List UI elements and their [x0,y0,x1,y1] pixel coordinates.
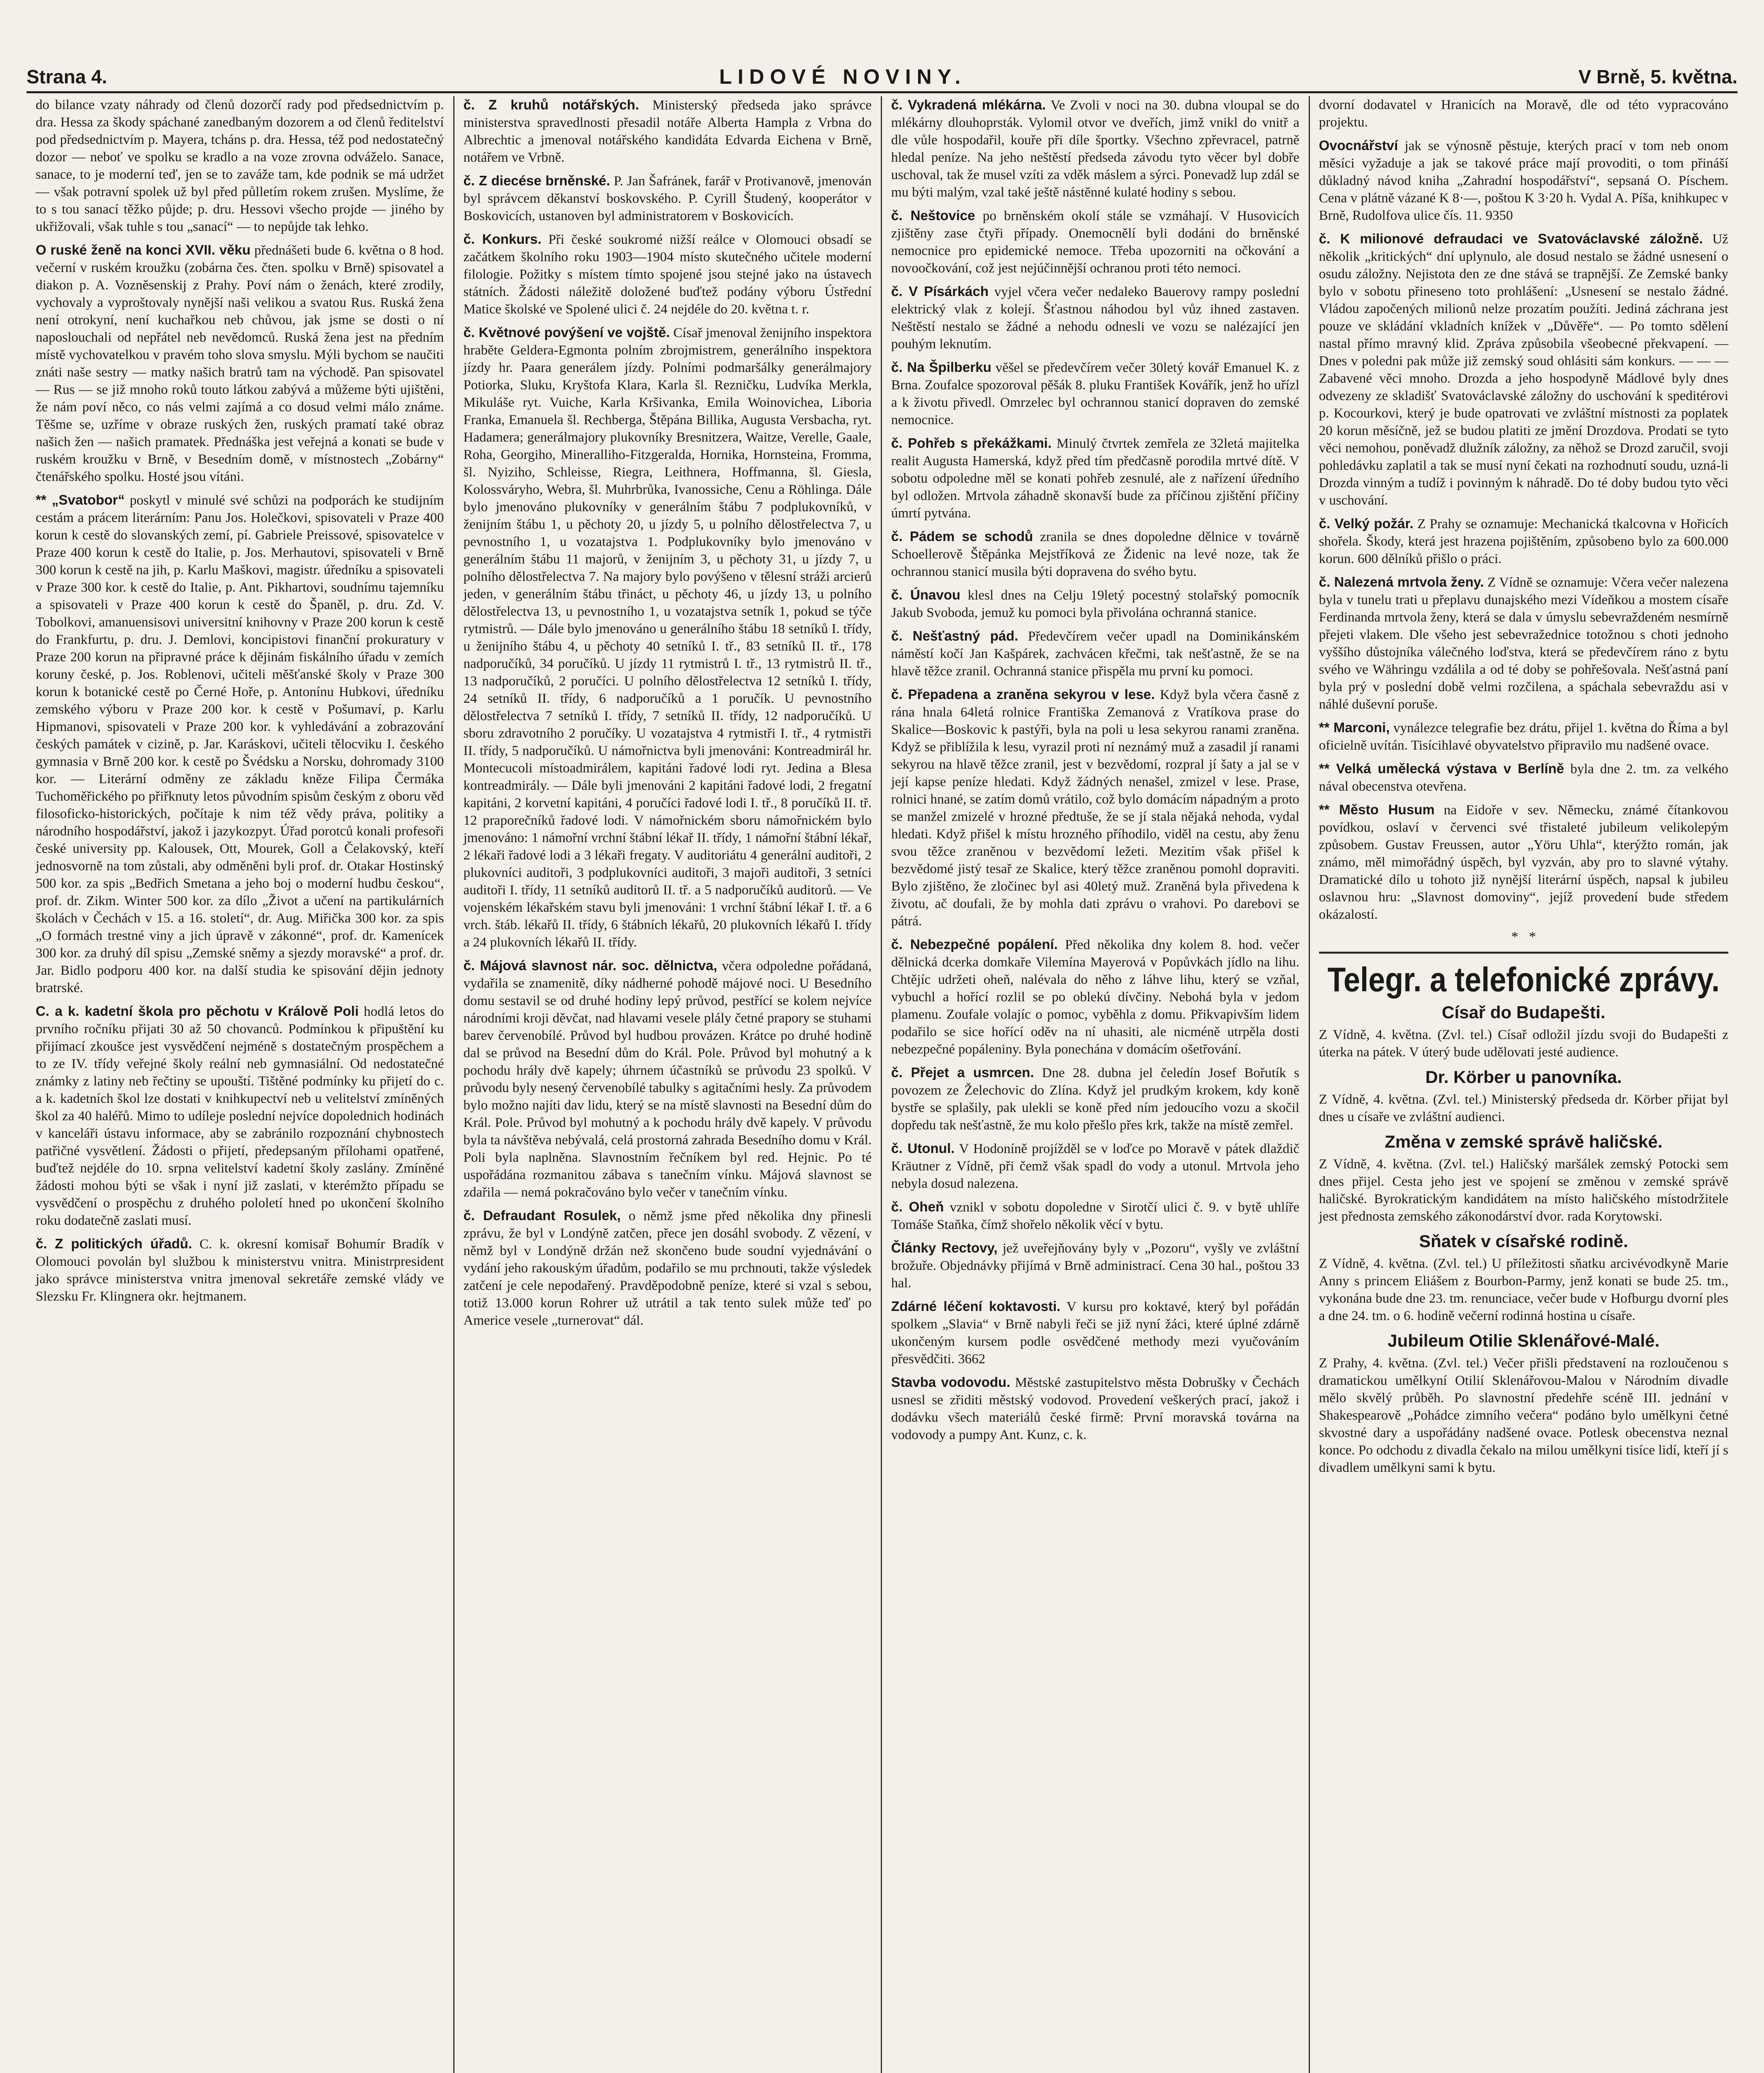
article-text: byla dne 2. tm. za velkého nával obecenstva otevřena. [1319,762,1728,794]
column-2 [454,96,882,2073]
article-text: dvorní dodavatel v Hranicích na Moravě, dle od této vypracováno projektu. [1319,97,1728,130]
article-paragraph [891,586,1300,621]
article-paragraph [36,491,444,997]
article-text: na Eidoře v sev. Německu, známé čítankovou povídkou, oslaví v červenci své třistaleté jubileum velikolepým způsobem. Gustav Freussen, autor „Yöru Uhla“, kterýžto román, jak známo, měl mimořádný úspěch, byl vyzván, aby pro to slavné výtahy. Dramatické dílo u tohoto již nynější literární úspěch, napsal k jubileu oslavnou hru: „Slavnost domoviny“, jejíž provedení bude středem okázalostí. [1319,803,1728,922]
article-paragraph [1319,96,1729,131]
article-text: Už několik „kritických“ dní uplynulo, ale dosud nestalo se žádné usnesení o osudu záložny. Nejistota den ze dne stává se trapnější. Ze Zemské banky bylo v sobotu přineseno toto prohlášení: „Usnesení se nestalo žádné. Vládou započených milionů nelze prozatím použíti. Jediná záchrana jest pouze ve skládání vkladních knížek v „Důvěře“. — Po tomto sdělení nastal přímo mravný klid. Zpráva způsobila všeobecné překvapení. — Dnes v poledni pak může již zemský soud ohlásiti sám konkurs. — — — Zabavené věci mnoho. Drozda a jeho hospodyně Mádlové byly dnes odvezeny ze skladišť Svatováclavské záložny do uschování k speditérovi p. Kocourkovi, který je bude opatrovati ve zvláštní místnosti za poplatek 20 korun měsíčně, jež se budou platiti ze jmění Drozdova. Prodati se tyto věci nemohou, poněvadž dlužník záložny, za něhož se Drozd zaručil, svoji pohledávku zaplatil a tak se musí nyní čekati na rozhodnutí soudu, uzná-li Drozda vinným a tudíž i povinným k náhradě. Do té doby budou tyto věci v uschování. [1319,232,1728,508]
article-heading: č. Velký požár. [1319,516,1414,531]
article-text: V Hodoníně projížděl se v loďce po Moravě v pátek dlaždič Kräutner z Vídně, při čemž však spadl do vody a utonul. Mrtvola jeho nebyla dosud nalezena. [891,1141,1300,1191]
telegram-heading: Císař do Budapešti. [1442,1003,1606,1022]
article-text: klesl dnes na Celju 19letý pocestný stolařský pomocník Jakub Svoboda, jemuž ku pomoci byla přivolána ochranná stanice. [891,588,1300,620]
article-paragraph [891,1239,1300,1292]
article-heading: ** „Svatobor“ [36,492,125,507]
article-heading: č. Neštovice [891,208,975,223]
article-text: Městské zastupitelstvo města Dobrušky v Čechách usnesl se zřiditi městský vodovod. Provedení veškerých prací, jakož i dodávku všech materiálů české firmě: První moravská továrna na vodovody a pumpy Ant. Kunz, c. k. [891,1375,1300,1442]
telegram-heading: Sňatek v císařské rodině. [1419,1231,1628,1251]
article-text: Předevčírem večer upadl na Dominikánském náměstí kočí Jan Kašpárek, zachvácen křečmi, tak nešťastně, že se na hlavě těžce zranil. Ochranná stanice přispěla mu první ku pomoci. [891,629,1300,679]
article-text: Ve Zvoli v noci na 30. dubna vloupal se do mlékárny dlouhoprsták. Vylomil otvor ve dveřích, jimž vnikl do vnitř a dle vůle hospodařil, kouře při díle športky. Všechno zpřevracel, patrně hledal peníze. Na jeho neštěstí předseda závodu tyto věcer byl dobře uschoval, tak že musel vzíti za vděk máslem a sýrci. Ponevadž lup zdál se mu býti malým, vzal také ještě nástěnné kulaté hodiny s sebou. [891,98,1300,200]
article-paragraph [891,1298,1300,1368]
article-text: Před několika dny kolem 8. hod. večer dělnická dcerka domkaře Vilemína Mayerová v Popůvkách jídlo na lihu. Chtějíc udržeti oheň, nalévala do něho z láhve lihu, který se vzňal, vybuchl a hořící rozlil se po oblekú dívčiny. Nebohá byla v jedom plamenu. Zoufale volajíc o pomoc, vyběhla z domu. Přikvapivším lidem podařilo se sice hořící oděv na ní uhasiti, ale nicméně utrpěla dosti nebezpečné popáleniny. Byla ponechána v domácím ošetřování. [891,937,1300,1057]
article-paragraph [36,1235,444,1305]
article-text: včera odpoledne pořádaná, vydařila se znamenitě, díky nádherné pohodě májové noci. U Besedního domu sestavil se od druhé hodiny lepý průvod, pestřící se kolem nejvíce národními kroji děvčat, nad hlavami vesele plály četné prapory se stuhami barev červenobílé. Průvod byl hudbou provázen. Krátce po druhé hodině dal se průvod na Besední dům do Král. Pole. Průvod byl mohutný a k pochodu hrály dvě kapely; úhrnem účastníků se průvodu 23 spolků. V průvodu byly nesený červenobílé tabulky s agitačními hesly. Za průvodem bylo možno najíti dav lidu, který se na místě slavnosti na Besední dům do Král. Pole. Průvod byl mohutný a k pochodu hrály dvě kapely. V průvodu byla ta návštěva nebývalá, celá prostorná zahrada Besedního domu v Král. Poli byla naplněna. Slavnostním řečníkem byl red. Hejnic. Po té uspořádána rozmanitou zábava s tanečním vínku. Májová slavnost se zdařila — nemá pokračováno bylo večer v tanečním vínku. [463,959,872,1200]
article-heading: č. Přepadena a zraněna sekyrou v lese. [891,687,1155,702]
article-paragraph [464,96,872,166]
telegram-text: Z Vídně, 4. května. (Zvl. tel.) Císař odložil jízdu svoji do Budapešti z úterka na pátek. V úterý bude udělovati jesté audience. [1319,1027,1728,1060]
article-heading: č. Vykradená mlékárna. [891,97,1046,112]
article-text: Z Prahy se oznamuje: Mechanická tkalcovna v Hořicích shořela. Škody, která jest hrazena pojištěním, způsobeno bylo za 600.000 korun. 600 dělníků přišlo o práci. [1319,517,1728,566]
article-paragraph [1319,573,1729,713]
article-paragraph [891,1374,1300,1444]
article-text: C. k. okresní komisař Bohumír Bradík v Olomouci povolán byl službou k ministerstvu vnitra. Ministrpresident jako správce ministerstva vnitra jmenoval sekretáře zemské vlády ve Slezsku Fr. Klingnera okr. hejtmanem. [36,1237,444,1304]
article-heading: č. Z diecése brněnské. [463,173,610,188]
columns [27,96,1737,2073]
article-heading: č. Nešťastný pád. [891,628,1018,643]
column-1 [27,96,454,2073]
article-heading: Ovocnářství [1319,138,1398,153]
article-paragraph [891,207,1300,277]
article-paragraph [891,1140,1300,1192]
article-heading: Články Rectovy, [891,1240,998,1255]
page-number: Strana 4. [27,66,107,87]
article-paragraph [464,172,872,225]
telegram-text: Z Vídně, 4. května. (Zvl. tel.) U příležitosti sňatku arcivévodkyně Marie Anny s princem Eliášem z Bourbon-Parmy, jenž konati se bude 25. tm., vykonána bude dne 23. tm. renunciace, večer bude v Hofburgu dvorní ples a dne 24. tm. o 6. hodině večerní rodinná hostina u císaře. [1319,1256,1728,1323]
article-text: jež uveřejňovány byly v „Pozoru“, vyšly ve zvláštní brožuře. Objednávky přijímá v Brně administrací. Cena 30 hal., poštou 33 hal. [891,1241,1300,1291]
article-text: P. Jan Šafránek, farář v Protivanově, jmenován byl správcem děkanství boskovského. P. Cyrill Študený, kooperátor v Boskovicích, ustanoven byl administratorem v Boskovicích. [463,174,872,223]
article-heading: č. Květnové povýšení ve vojště. [463,325,670,340]
article-paragraph [1319,760,1729,795]
article-paragraph [36,241,444,485]
article-paragraph [36,96,444,235]
article-paragraph [1319,801,1729,923]
article-text: Dne 28. dubna jel čeledín Josef Bořutík s povozem ze Želechovic do Zlína. Když jel prudkým krokem, kdy koně bystře se splašily, pak ulekli se koně před ním jedoucího vozu a skočil dopředu tak nešťastně, že mu kolo přešlo přes krk, takže na místě zemřel. [891,1066,1300,1133]
article-paragraph [1319,719,1729,754]
article-text: Při české soukromé nižší reálce v Olomouci obsadí se začátkem školního roku 1903—1904 místo skutečného učitele moderní filologie. Požitky s místem tímto spojené jsou stejné jako na ústavech státních. Žádosti náležitě doložené buďtež podány výboru Ústřední Matice školské ve Spolené ulici č. 24 nejdéle do 20. května t. r. [463,232,872,317]
telegram-text: Z Prahy, 4. května. (Zvl. tel.) Večer přišli představení na rozloučenou s dramatickou umělkyní Otilií Sklenářovou-Malou v Národním divadle mělo skvělý průběh. Po slavnostní předehře scéně III. jednání v Shakespearově „Pohádce zimního večera“ podáno bylo umělkyni četné skvostné dary a uspořádány nadšené ovace. Potlesk obecenstva neznal konce. Po odchodu z divadla čekalo na milou umělkyni tisíce lidí, kteří jí s divadlem umělkyni sami k bytu. [1319,1356,1728,1475]
article-heading: č. Konkurs. [463,231,542,247]
article-heading: č. Z kruhů notářských. [463,97,639,112]
article-text: Když byla včera časně z rána hnala 64letá rolnice Františka Zemanová z Vratíkova prase do Skalice—Boskovic k pastýři, byla na poli u lesa sekyrou ranami zraněna. Když se přiblížila k lesu, vyrazil proti ní neznámý muž a zasadil jí ranami sekyrou na hlavě těžce zranil, jest v bezvědomí, rozpral jí šaty a jal se v její kapse peníze hledati. Když žádných nenašel, zmizel v lese. Prase, rolnici hnané, se zatím domů vrátilo, což bylo domácím nápadným a proto se manžel zmizelé v hrozné předtuše, že se jí stala nějaká nehoda, vydal hledati. Když přišel k místu hrozného příhodilo, viděl na cestu, aby ženu svou těžce zraněnou v bezvědomí ležeti. Mezitím však přišel k bezvědomé jistý tesař ze Skalice, který těžce zraněnou pomohl dopraviti. Bylo zjištěno, že zločinec byl asi 40letý muž. Zraněná byla přivedena k životu, ač doufali, že by mohla dati zprávu o vrahovi. Po darebovi se pátrá. [891,687,1300,929]
article-paragraph [464,324,872,951]
telegrams-section [1319,1002,1729,1476]
article-paragraph [891,96,1300,201]
article-heading: č. Z politických úřadů. [36,1236,192,1251]
article-paragraph [891,435,1300,522]
article-paragraph [36,1003,444,1229]
article-heading: ** Velká umělecká výstava v Berlíně [1319,761,1564,776]
article-paragraph [891,528,1300,580]
article-heading: č. K milionové defraudaci ve Svatováclavské záložně. [1319,231,1703,246]
article-heading: č. Pádem se schodů [891,529,1033,544]
article-text: přednášeti bude 6. května o 8 hod. večerní v ruském kroužku (zobárna čes. čten. spolku v Brně) spisovatel a diakon p. A. Vozněsenskij z Prahy. Poví nám o ženách, které zrodily, vychovaly a vyproštovaly nynější naši velikou a svatou Rus. Ruská žena není otrokyní, není kuchařkou neb chůvou, jak jsme se dosti o ní naposlouchali od nepřátel neb nevědomců. Ruská žena jest na předním místě vychovatelkou v pravém toho slova smyslu. Mýli bychom se naučiti znáti naše sestry — matky našich bratrů tam na východě. Pan spisovatel — Rus — se již mnoho roků touto látkou zabývá a můžeme býti ujištěni, že nám poví něco, co nás velmi zajímá a co dosud velmi málo známe. Těšme se, uzříme v obraze ruských žen, ruských pramatí také obraz našich žen — našich pramatek. Přednáška jest veřejná a konati se bude v ruském kroužku v Brně, v Besedním domě, v místnostech „Zobárny“ čtenářského spolku. Hosté jsou vítáni. [36,243,444,484]
article-paragraph [1319,137,1729,224]
article-heading: Zdárné léčení koktavosti. [891,1299,1061,1314]
article-heading: O ruské ženě na konci XVII. věku [36,242,251,257]
article-text: vyjel včera večer nedaleko Bauerovy rampy poslední elektrický vlak z kolejí. Šťastnou náhodou byl vůz ihned zastaven. Neštěstí nestalo se žádné a nehodu odnesli ve vozu se nalézající jen pouhým leknutím. [891,284,1300,352]
article-heading: Stavba vodovodu. [891,1374,1011,1390]
article-heading: č. Nebezpečné popálení. [891,937,1058,952]
article-text: Z Vídně se oznamuje: Včera večer nalezena byla v tunelu trati u přeplavu dunajského mezi Vídeňkou a mostem císaře Ferdinanda mrtvola ženy, která se dala v úmyslu sebevraždeném nesmírně přejeti vlakem. Dle všeho jest sebevražednice totožnou s choti jednoho vyššího důstojníka válečného loďstva, která se předevčírem ráno z bytu svého ve Währingu vzdálila a od té doby se pohřešovala. Nešťastná paní byla prý v poslední době velmi rozčilena, a spáchala sebevraždu asi v náhlé duševní poruše. [1319,575,1728,712]
article-heading: C. a k. kadetní škola pro pěchotu v Králově Poli [36,1003,359,1019]
column-4-articles [1319,96,1729,923]
separator-stars: * * [1511,929,1536,944]
article-heading: č. V Písárkách [891,284,989,299]
article-text: Císař jmenoval ženijního inspektora hraběte Geldera-Egmonta polním zbrojmistrem, generálního inspektora jízdy hr. Paara generálem jízdy. Polními podmaršálky generálmajory Potiorka, Sluku, Kryštofa Klara, Karla šl. Rezničku, Ludvíka Merkla, Mikuláše ryt. Vuiche, Karla Kršivanka, Emila Woinovichea, Liboria Franka, Emanuela šl. Rechberga, Štěpána Billika, Augusta Versbacha, ryt. Hadamera; generálmajory plukovníky Bresnitzera, Waitze, Verelle, Gaale, Roha, Georgiho, Mineralliho-Fitzgeralda, Hornika, Hornsteina, Fromma, šl. Nyiziho, Schleisse, Riegra, Leithnera, Hoffmanna, šl. Giesla, Kolossváryho, Webra, šl. Muhrbrůka, Ivanossiche, Cenu a Röhlinga. Dále bylo jmenováno plukovníky v generálním štábu 7 podplukovníků, v ženijním štábu 1, u pěchoty 20, u jízdy 5, u polního dělostřelectva 7, u pevnostního 1, u vozatajstva 1. Podplukovníky bylo jmenováno v generálním štábu 11 majorů, v ženijním 3, u pěchoty 31, u jízdy 7, u polního dělostřelectva 7. Na majory bylo povýšeno v tělesní stráži arcierů jeden, v generálním štábu třináct, u pěchoty 46, u jízdy 13, u polního dělostřelectva 13, u pevnostního 1, u vozatajstva setník 1, pokud se týče rytmistrů. — Dále bylo jmenováno u generálního štábu 18 setníků I. třídy, u ženijního štábu 4, u pěchoty 40 setníků I. tř., 83 setníků II. tř., 178 nadporučíků, 34 poručíků. U jízdy 11 rytmistrů I. tř., 13 rytmistrů II. tř., 13 nadporučíků, 2 poručíci. U polního dělostřelectva 12 setníků I. třídy, 24 setníků II. třídy, 6 nadporučíků a 1 poručík. U pevnostního dělostřelectva 7 setníků I. třídy, 7 setníků II. třídy, 12 nadporučíků. U sboru zdravotního 2 poručíky. U vozatajstva 4 rytmistři I. tř., 4 rytmistři II. třídy, 5 nadporučíků. U námořnictva byli jmenováni: Kontreadmirál hr. Montecucoli místoadmirálem, kapitáni řadové lodi ryt. Jedina a Blesa kontreadmirály. — Dále byli jmenováni 2 kapitáni řadové lodi, 2 fregatní kapitáni, 2 korvetní kapitáni, 4 poručíci řadové lodi I. tř., 8 poručíků II. tř. 12 praporečníků řadové lodi. V námořnickém sboru námořnickém bylo jmenováno: 1 námořní vrchní štábní lékař II. třídy, 1 námořní štábní lékař, 2 lékaři řadové lodi a 3 lékaři fregaty. V auditoriátu 4 generální auditoři, 2 plukovníci auditoři, 3 podplukovníci auditoři, 3 majoři auditoři, 3 setníci auditoři I. třídy, 11 setníků auditorů II. tř. a 5 nadporučíků auditorů. — Ve vojenském lékařském stavu byli jmenováni: 1 vrchní štábní lékař I. tř. a 6 vrch. štáb. lékařů II. třídy, 6 štábních lékařů, 20 plukovních lékařů I. třídy a 24 plukovních lékařů II. třídy. [463,325,872,950]
article-heading: č. Defraudant Rosulek, [463,1208,621,1223]
article-text: po brněnském okolí stále se vzmáhají. V Husovicích zjištěny zase čtyři případy. Onemocnělí byli dodáni do brněnské nemocnice pro epidemické nemoce. Třeba upozorniti na očkování a novoočkování, což jest nejúčinnější ochranou proti této nemoci. [891,209,1300,276]
article-text: jak se výnosně pěstuje, kterých prací v tom neb onom měsíci vyžaduje a jak se takové práce mají provoditi, o tom přináší důkladný návod kniha „Zahradní hospodářství“, sepsaná O. Píschem. Cena v plátně vázané K 8·—, poštou K 3·20 h. Vydal A. Píša, knihkupec v Brně, Rudolfova ulice čís. 11. 9350 [1319,138,1728,223]
telegram-heading: Jubileum Otilie Sklenářové-Malé. [1387,1331,1660,1350]
article-paragraph [464,957,872,1201]
article-heading: č. Přejet a usmrcen. [891,1065,1034,1080]
telegram-text: Z Vídně, 4. května. (Zvl. tel.) Haličský maršálek zemský Potocki sem dnes přijel. Cesta jeho jest ve spojení se změnou v zemské správě haličské. Byrokratickým kandidátem na místo haličského místodržitele jest přednosta zemského zákonodárství dvor. rada Korytowski. [1319,1157,1728,1224]
article-text: věšel se předevčírem večer 30letý kovář Emanuel K. z Brna. Zoufalce spozoroval pěšák 8. pluku František Kovářík, jenž ho uřízl a k životu přivedl. Omrzelec byl ochrannou stanicí dopraven do zemské nemocnice. [891,360,1300,427]
article-paragraph [891,283,1300,353]
article-heading: č. Utonul. [891,1141,955,1156]
article-text: V kursu pro koktavé, který byl pořádán spolkem „Slavia“ v Brně nabyli řeči se již nyní žáci, které úplné zdárně ukončeným kursem podle osvědčené methody mezi vyučováním přesvědčiti. 3662 [891,1299,1300,1367]
article-paragraph [1319,230,1729,509]
telegrams-title: Telegr. a telefonické zprávy. [1319,952,1729,1000]
issue-date: V Brně, 5. května. [1578,66,1737,87]
article-text: Ministerský předseda jako správce ministerstva spravedlnosti přesadil notáře Alberta Hampla z Vrbna do Albrechtic a jmenoval notářského kandidáta Edvarda Eichena v Brně, notářem ve Vrbně. [463,98,872,165]
article-heading: č. Na Špilberku [891,359,991,375]
telegram-heading: Dr. Körber u panovníka. [1425,1067,1622,1087]
article-paragraph [891,686,1300,930]
article-heading: č. Únavou [891,587,961,602]
telegram-heading: Změna v zemské správě haličské. [1385,1132,1663,1151]
article-text: zranila se dnes dopoledne dělnice v továrně Schoellerově Štěpánka Mejstříková ze Židenic na levé noze, tak že ochrannou stanicí musila býti dopravena do svého bytu. [891,529,1300,579]
article-paragraph [464,1207,872,1329]
article-heading: č. Májová slavnost nár. soc. dělnictva, [463,958,717,973]
article-heading: č. Pohřeb s překážkami. [891,435,1052,451]
article-text: vynálezce telegrafie bez drátu, přijel 1. května do Říma a byl oficielně uvítán. Tisícihlavé obyvatelstvo připravilo mu nadšené ovace. [1319,721,1729,753]
article-paragraph [464,231,872,318]
article-paragraph [891,359,1300,429]
article-heading: č. Oheň [891,1199,944,1214]
article-paragraph [891,1064,1300,1134]
article-paragraph [1319,515,1729,568]
article-text: hodlá letos do prvního ročníku přijati 30 až 50 chovanců. Podmínkou k připuštění ku přijímací zkoušce jest vysvědčení nejméně s dostatečným prospěchem a to ze IV. třídy veřejné školy reální neb gymnasiální. Od nedostatečné známky z latiny neb řečtiny se upouští. Tištěné podmínky ku přijetí do c. a k. kadetních škol lze dostati v knihkupectví neb u velitelství zmíněných škol za 40 haléřů. Mimo to udíleje poslední nejvíce dopolednich hodinách v kanceláři ústavu informace, aby se zabránilo rozpoznání chybnostech patřičné vysvětlení. Žádosti o přijetí, předepsaným přílohami opatřené, buďtež nejdéle do 10. srpna velitelství kadetní školy zaslány. Zmíněné žádosti mohou býti se však i nyní již zaslati, v kterémžto případu se vysvědčení o prospěchu z druhého pololetí hned po ukončení školního roku dodatečně zaslati musí. [36,1004,444,1228]
article-text: poskytl v minulé své schůzi na podporách ke studijním cestám a prácem literárním: Panu Jos. Holečkovi, spisovateli v Praze 400 korun k cestě do slovanských zemí, pí. Gabriele Preissové, spisovatelce v Praze 400 korun k cestě do Italie, p. Jos. Merhautovi, spisovateli v Brně 300 korun k cestě na jih, p. Karlu Maškovi, magistr. úředníku a spisovateli v Praze 300 kor. k cestě do Italie, p. Ant. Pikhartovi, soudnímu tajemníku a spisovateli v Praze 400 korun k cestě do Španěl, p. dru. Zd. V. Tobolkovi, amanuensisovi universitní knihovny v Praze 200 korun k cestě do Frankfurtu, p. dru. J. Demlovi, koncipistovi finanční prokuratury v Praze 200 korun na připravné práce k dějinám fiskálního úřadu v zemích koruny české, p. Jos. Roblenovi, učiteli měšťanské školy v Praze 300 korun k botanické cestě po Černé Hoře, p. Antonínu Hubkovi, úředníku zemského výboru v Praze 200 kor. k cestě v Pošumaví, p. Karlu Hipmanovi, spisovateli v Praze 200 kor. k vyhledávání a zobrazování českých památek v cizině, p. Jar. Karáskovi, učiteli tělocviku I. českého gymnasia v Brně 200 kor. k cestě po Švédsku a Norsku, dohromady 3100 kor. — Literární odměny ze základu kněze Filipa Čermáka Tuchoměřického po přiřknuty letos původním spisům českým z oboru věd filosoficko-historických, počítaje k nim též vědy práva, politiky a národního hospodářství, jakož i jazykozpyt. Úřad porotců konali profesoři české university pp. Kalousek, Ott, Mourek, Goll a Čelakovský, kteří jednosvorně na tom zůstali, aby odměněni byli prof. dr. Otakar Hostinský 500 kor. za spis „Bedřich Smetana a jeho boj o moderní hudbu českou“, prof. dr. Zikm. Winter 500 kor. za dílo „Život a učení na partikulárních školách v Čechách v 15. a 16. století“, dr. Aug. Miřička 300 kor. za spis „O formách trestné viny a jich úpravě v zákonné“, prof. dr. Kamenícek 300 kor. za druhý díl spisu „Zemské sněmy a sjezdy moravské“ a prof. dr. Jar. Bidlo podporu 400 kor. na další studia ke spisování dějin jednoty bratrské. [36,493,444,995]
masthead: LIDOVÉ NOVINY. [719,65,967,88]
article-paragraph [891,1198,1300,1233]
telegram-text: Z Vídně, 4. května. (Zvl. tel.) Ministerský předseda dr. Körber přijat byl dnes u císaře ve zvláštní audienci. [1319,1092,1728,1124]
article-heading: ** Město Husum [1319,802,1435,817]
article-paragraph [891,936,1300,1058]
article-paragraph [891,627,1300,680]
article-text: Minulý čtvrtek zemřela ze 32letá majitelka realit Augusta Hamerská, když před tím předčasně porodila mrtvé dítě. V sobotu odpoledne měl se konati pohřeb zesnulé, ale z nařízení úředního byl odložen. Mrtvola záhadně skonavší bude za příčinou zjištění příčiny úmrtí pytvána. [891,436,1300,521]
article-text: o němž jsme před několika dny přinesli zprávu, že byl v Londýně zatčen, přece jen dosáhl svobody. Z vězení, v němž byl v Londýně držán než skončeno bude soudní vyjednávání o vydání jeho rakouským úřadům, podařilo se mu prchnouti, takže výsledek zatčení je cele nepodařený. Pravděpodobně peníze, které si vzal s sebou, totiž 13.000 korun Rohrer už utrátil a tak tento sulek může teď po Americe vesele „turnerovat“ dál. [463,1209,872,1328]
column-4 [1310,96,1738,2073]
article-text: vznikl v sobotu dopoledne v Sirotčí ulici č. 9. v bytě uhlíře Tomáše Staňka, čímž shořelo několik věcí v bytu. [891,1200,1300,1232]
page-header [27,62,1737,93]
article-text: do bilance vzaty náhrady od členů dozorčí rady pod předsednictvím p. dra. Hessa za škody spáchané zanedbaným dozorem a od členů ředitelství pod předsednictvím p. Mayera, tcháns p. dra. Hessa, též pod nedostatečný dozor — neboť ve spolku se kradlo a na voze zrovna odváželo. Sanace, sanace, to je moderní teď, jen se to zaváže tam, kde podnik se má udržet — však potravní spolek už byl před půlletím rokem zrušen. Myslíme, že to s tou sanací těžko půjde; p. dru. Hessovi všecho projde — jiného by ukřižovali, však tuhle s tou „sanací“ — to nepůjde tak lehko. [36,97,444,234]
article-heading: ** Marconi, [1319,720,1390,735]
column-3 [882,96,1310,2073]
article-heading: č. Nalezená mrtvola ženy. [1319,574,1484,590]
